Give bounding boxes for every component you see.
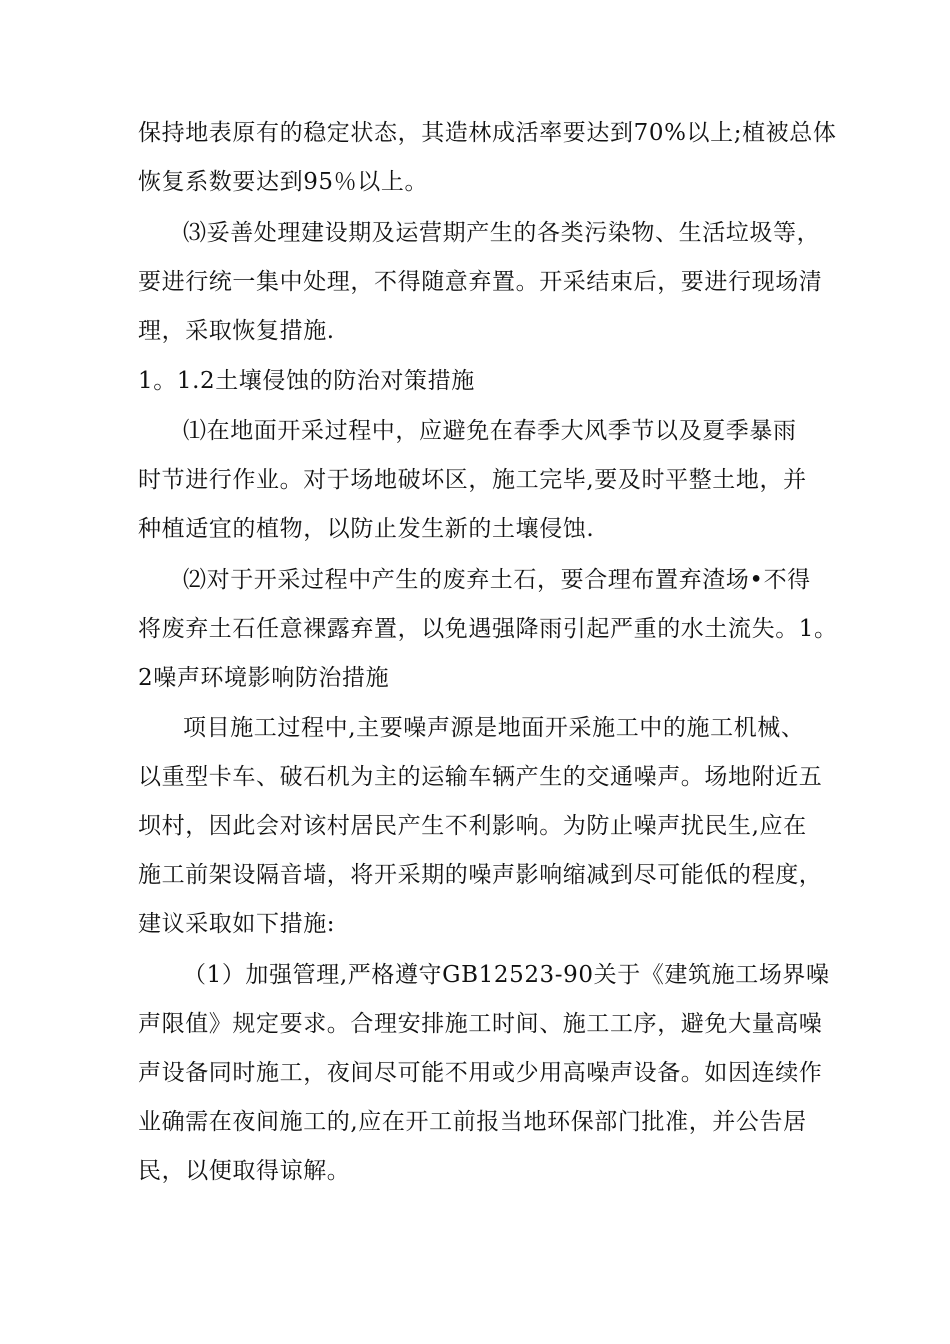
body-text-line: 保持地表原有的稳定状态，其造林成活率要达到70%以上;植被总体 [138, 120, 837, 146]
list-item-3-line: 理，采取恢复措施. [138, 318, 335, 344]
measure-1-line: （1）加强管理,严格遵守GB12523-90关于《建筑施工场界噪 [183, 962, 830, 988]
body-text-line: 恢复系数要达到95％以上。 [138, 169, 429, 195]
list-item-1-line: 种植适宜的植物，以防止发生新的土壤侵蚀. [138, 516, 595, 542]
list-item-1-line: 时节进行作业。对于场地破坏区，施工完毕,要及时平整土地，并 [138, 467, 807, 493]
list-item-1-line: ⑴在地面开采过程中，应避免在春季大风季节以及夏季暴雨 [183, 418, 797, 444]
paragraph-noise-line: 坝村，因此会对该村居民产生不利影响。为防止噪声扰民生,应在 [138, 813, 807, 839]
paragraph-noise-line: 项目施工过程中,主要噪声源是地面开采施工中的施工机械、 [183, 715, 805, 741]
list-item-2-line: 将废弃土石任意裸露弃置，以免遇强降雨引起严重的水土流失。1。 [138, 616, 838, 642]
paragraph-noise-line: 以重型卡车、破石机为主的运输车辆产生的交通噪声。场地附近五 [138, 764, 823, 790]
section-heading-1-2: 2噪声环境影响防治措施 [138, 665, 390, 691]
list-item-3-line: ⑶妥善处理建设期及运营期产生的各类污染物、生活垃圾等， [183, 220, 821, 246]
section-heading-1-1-2: 1。1.2土壤侵蚀的防治对策措施 [138, 368, 475, 394]
measure-1-line: 声限值》规定要求。合理安排施工时间、施工工序，避免大量高噪 [138, 1011, 823, 1037]
paragraph-noise-line: 建议采取如下措施: [138, 911, 336, 937]
measure-1-line: 业确需在夜间施工的,应在开工前报当地环保部门批准，并公告居 [138, 1109, 807, 1135]
measure-1-line: 声设备同时施工，夜间尽可能不用或少用高噪声设备。如因连续作 [138, 1060, 823, 1086]
measure-1-line: 民，以便取得谅解。 [138, 1158, 351, 1184]
paragraph-noise-line: 施工前架设隔音墙，将开采期的噪声影响缩减到尽可能低的程度， [138, 862, 823, 888]
list-item-3-line: 要进行统一集中处理，不得随意弃置。开采结束后，要进行现场清 [138, 269, 823, 295]
list-item-2-line: ⑵对于开采过程中产生的废弃土石，要合理布置弃渣场•不得 [183, 567, 811, 593]
